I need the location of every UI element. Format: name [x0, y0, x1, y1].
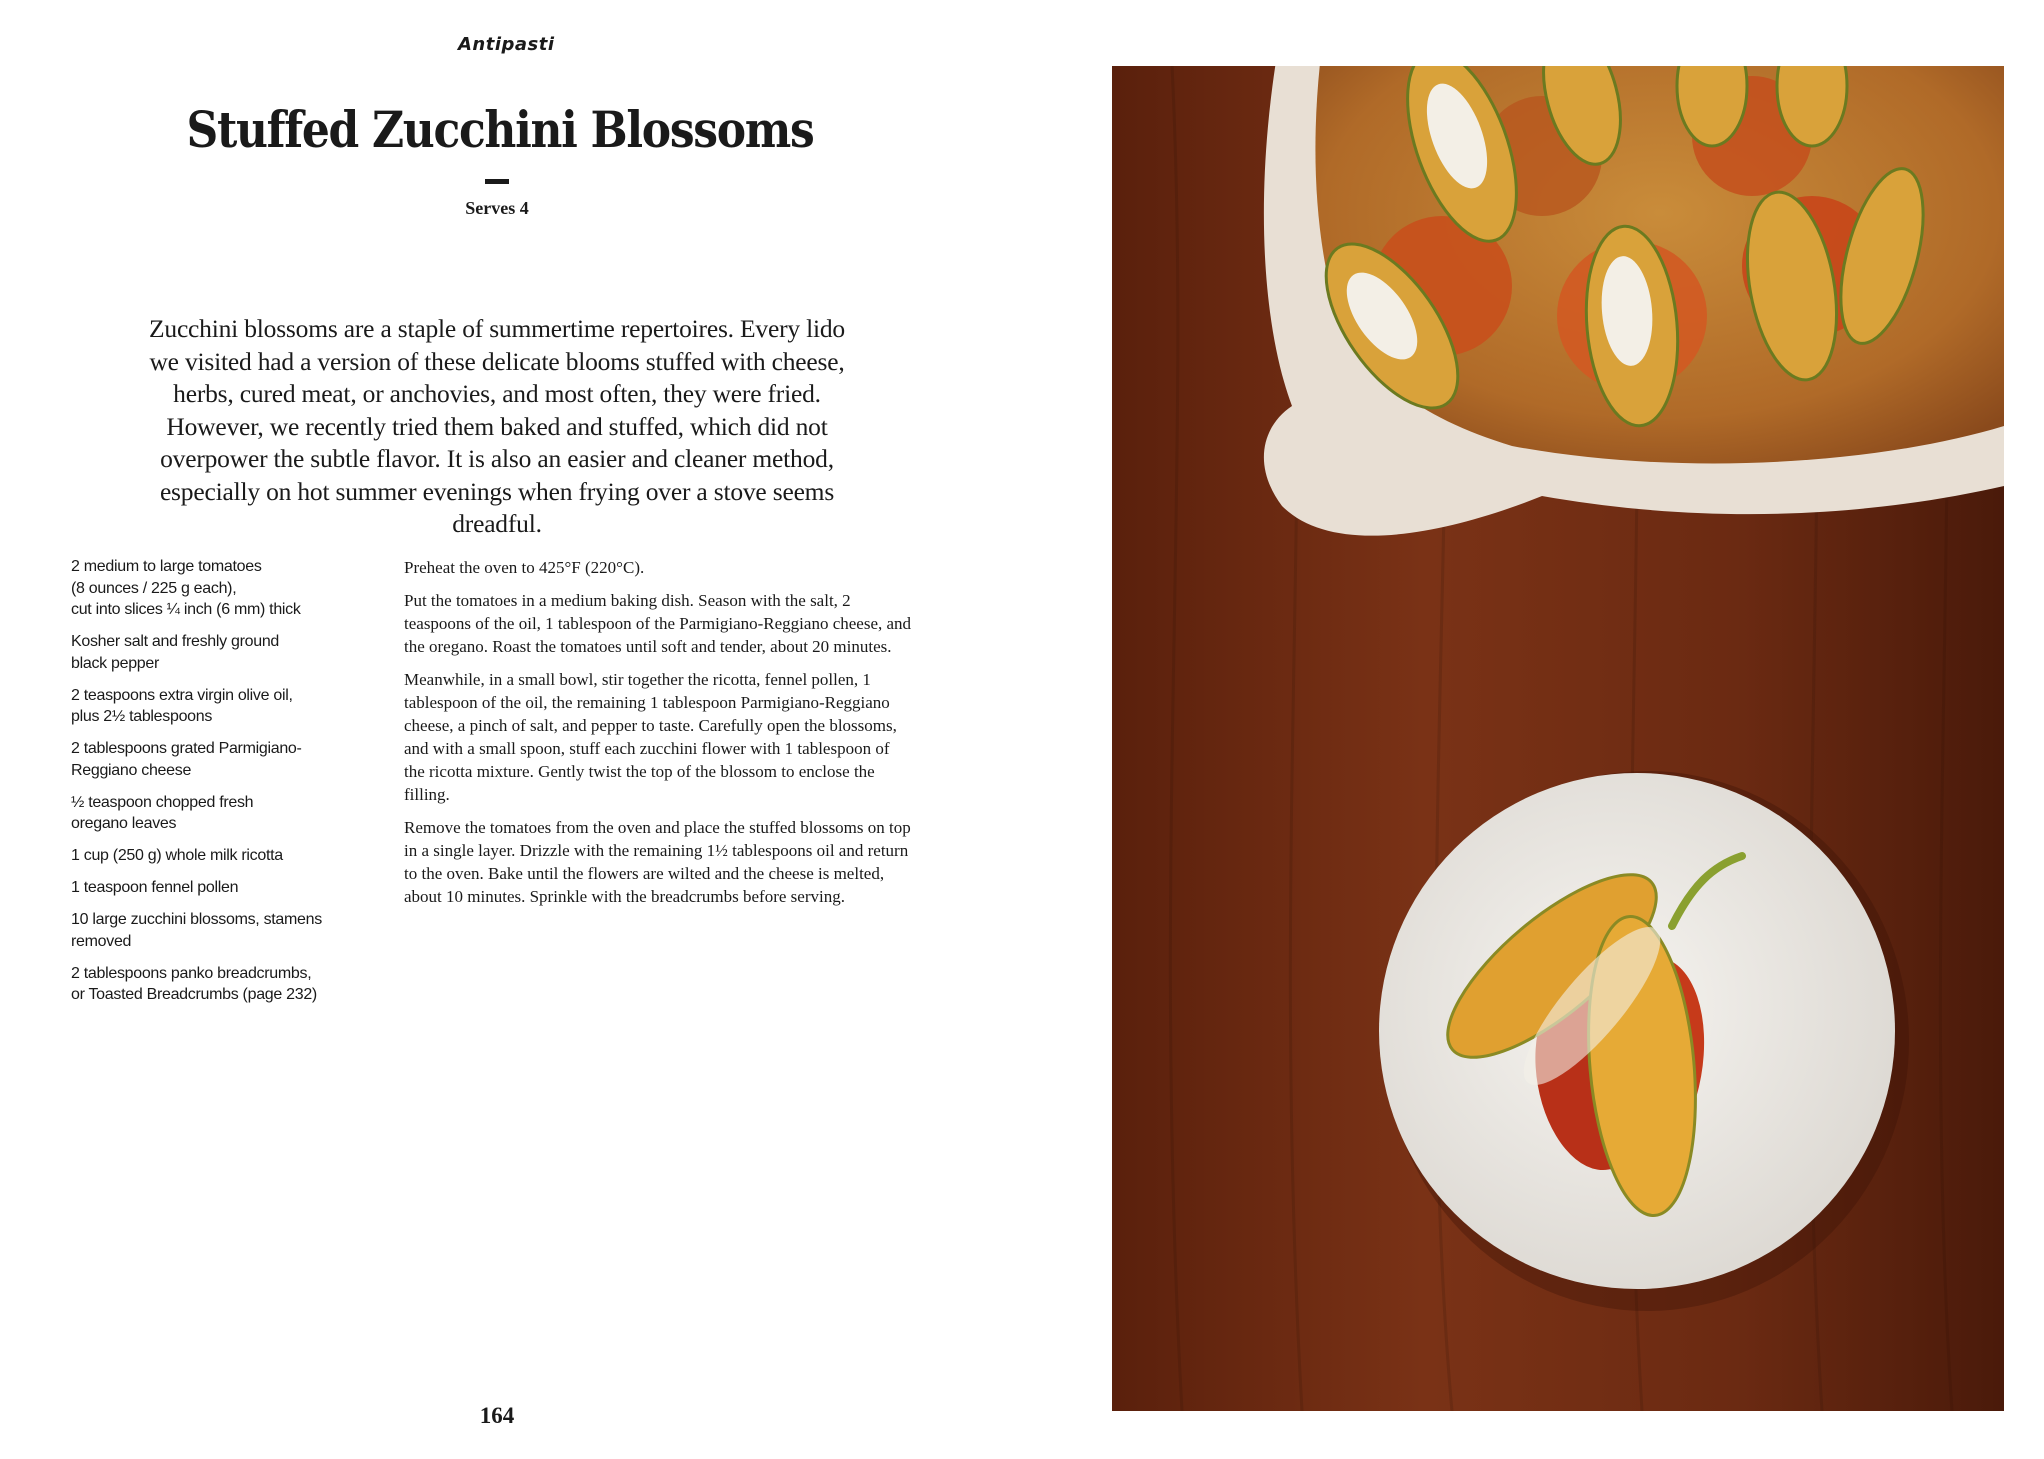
ingredient-item: 2 teaspoons extra virgin olive oil, plus 2½ tablespoons: [71, 686, 293, 725]
method-step: Meanwhile, in a small bowl, stir together the ricotta, fennel pollen, 1 tablespoon of the oil, the remaining 1 tablespoon Parmigiano-Reggiano cheese, a pinch of salt, and pepper to taste. Carefully open the blossoms, and with a small spoon, stuff each zucchini flower with 1 tablespoon of the ricotta mixture. Gently twist the top of the blossom to enclose the filling.: [404, 670, 897, 804]
ingredient-list: [71, 556, 371, 1016]
baking-dish: [1264, 66, 2004, 536]
title-divider: [485, 179, 509, 184]
method-steps: [404, 556, 914, 918]
method-step: Remove the tomatoes from the oven and place the stuffed blossoms on top in a single layer. Drizzle with the remaining 1½ tablespoons oil and return to the oven. Bake until the flowers are wilted and the cheese is melted, about 10 minutes. Sprinkle with the breadcrumbs before serving.: [404, 818, 911, 906]
food-photo: [1112, 66, 2004, 1411]
recipe-intro: Zucchini blossoms are a staple of summertime repertoires. Every lido we visited had a version of these delicate blooms stuffed with cheese, herbs, cured meat, or anchovies, and most often, they were fried. However, we recently tried them baked and stuffed, which did not overpower the subtle flavor. It is also an easier and cleaner method, especially on hot summer evenings when frying over a stove seems dreadful.: [149, 314, 845, 538]
serves-label: Serves 4: [465, 198, 529, 218]
ingredient-item: 2 medium to large tomatoes (8 ounces / 225 g each), cut into slices ¼ inch (6 mm) thick: [71, 558, 301, 618]
ingredient-item: 2 tablespoons grated Parmigiano- Reggiano cheese: [71, 740, 302, 779]
recipe-title: Stuffed Zucchini Blossoms: [186, 100, 814, 159]
ingredient-item: 10 large zucchini blossoms, stamens removed: [71, 911, 322, 950]
page-number: 164: [479, 1403, 515, 1428]
ingredient-item: Kosher salt and freshly ground black pepper: [71, 633, 280, 672]
ingredient-item: ½ teaspoon chopped fresh oregano leaves: [71, 793, 254, 832]
ingredient-item: 1 teaspoon fennel pollen: [71, 879, 239, 896]
method-step: Put the tomatoes in a medium baking dish. Season with the salt, 2 teaspoons of the oil, 1 tablespoon of the Parmigiano-Reggiano cheese, and the oregano. Roast the tomatoes until soft and tender, about 20 minutes.: [404, 591, 912, 656]
ingredient-item: 2 tablespoons panko breadcrumbs, or Toasted Breadcrumbs (page 232): [71, 964, 317, 1003]
method-step: Preheat the oven to 425°F (220°C).: [404, 558, 645, 577]
section-label: Antipasti: [458, 34, 555, 55]
ingredient-item: 1 cup (250 g) whole milk ricotta: [71, 847, 283, 864]
